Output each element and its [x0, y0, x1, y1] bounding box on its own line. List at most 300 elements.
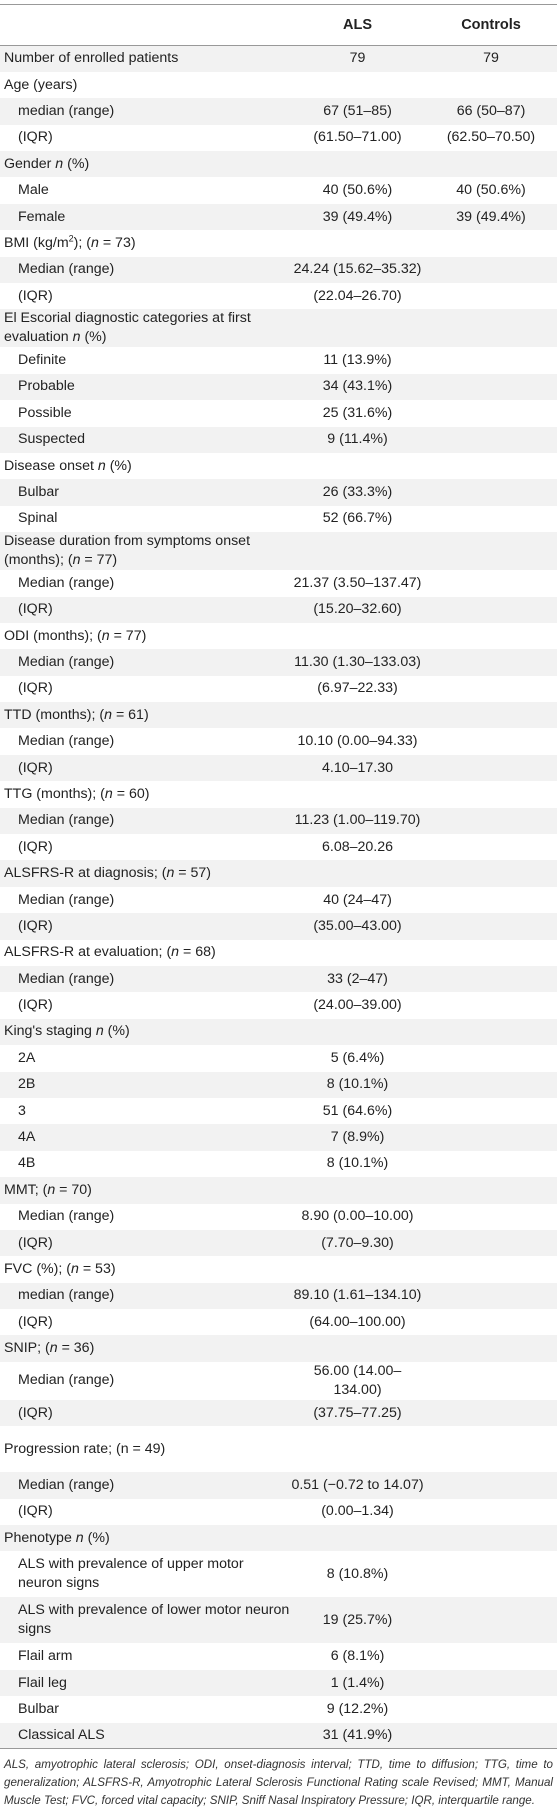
row-label-text: Probable: [18, 378, 75, 395]
row-label-text: (IQR): [18, 601, 53, 618]
controls-value: [425, 834, 557, 860]
row-label: [0, 1177, 290, 1203]
controls-value: [425, 676, 557, 702]
table-row: [0, 649, 557, 675]
row-label-text: (IQR): [18, 838, 53, 855]
row-label: [0, 1723, 290, 1749]
row-label-suffix: (%): [80, 329, 107, 346]
header-empty: [0, 5, 290, 46]
als-value: (64.00–100.00): [309, 1313, 406, 1330]
row-label-text: Disease onset: [4, 457, 98, 474]
controls-value: [425, 570, 557, 596]
row-label: [0, 1045, 290, 1071]
superscript: 2: [68, 233, 74, 244]
table-row: [0, 940, 557, 966]
als-value: 11 (13.9%): [323, 352, 392, 369]
row-label-text: (IQR): [18, 129, 53, 146]
row-label-text: BMI (kg/m: [4, 234, 69, 251]
row-label-text: Phenotype: [4, 1529, 76, 1546]
row-label-text: 2B: [18, 1076, 36, 1093]
italic-n: n: [49, 1340, 58, 1357]
italic-n: n: [72, 552, 81, 569]
als-value: [290, 453, 425, 479]
row-label: [0, 755, 290, 781]
row-label-text: Disease duration from symptoms onset (months); (: [4, 533, 251, 569]
row-label-text: Age (years): [4, 76, 78, 93]
table-row: [0, 98, 557, 124]
row-label-text: Progression rate; (n = 49): [4, 1440, 166, 1457]
row-label: [0, 1400, 290, 1426]
row-label: [0, 940, 290, 966]
table-row: [0, 151, 557, 177]
table-row: [0, 1256, 557, 1282]
row-label: [0, 702, 290, 728]
row-label-text: (IQR): [18, 1404, 53, 1421]
row-label-text: Classical ALS: [18, 1727, 105, 1744]
controls-value: [425, 1256, 557, 1282]
table-row: [0, 1335, 557, 1361]
table-row: [0, 1309, 557, 1335]
row-label: [0, 1643, 290, 1669]
row-label-suffix: = 57): [174, 865, 212, 882]
controls-value: [425, 283, 557, 309]
table-row: [0, 427, 557, 453]
als-value: 8.90 (0.00–10.00): [301, 1208, 414, 1225]
row-label-text: (IQR): [18, 1503, 53, 1520]
controls-value: [425, 781, 557, 807]
table-row: [0, 1472, 557, 1498]
italic-n: n: [72, 329, 81, 346]
table-row: [0, 992, 557, 1018]
table-row: [0, 46, 557, 72]
controls-value: [425, 1177, 557, 1203]
row-label: [0, 992, 290, 1018]
row-label-suffix: = 70): [55, 1181, 92, 1198]
als-value: 34 (43.1%): [322, 378, 393, 395]
als-value: 4.10–17.30: [321, 759, 393, 776]
row-label: [0, 46, 290, 72]
italic-n: n: [91, 234, 99, 251]
controls-value: [425, 940, 557, 966]
row-label-text: ODI (months); (: [4, 627, 102, 644]
row-label: [0, 1230, 290, 1256]
als-value: 6.08–20.26: [321, 838, 393, 855]
table-row: [0, 887, 557, 913]
als-value: 11.30 (1.30–133.03): [294, 654, 421, 670]
table-header-row: [0, 5, 557, 46]
row-label: [0, 98, 290, 124]
als-value: 0.51 (−0.72 to 14.07): [291, 1476, 424, 1493]
italic-n: n: [95, 1023, 104, 1040]
table-row: [0, 479, 557, 505]
als-value: [290, 1335, 425, 1361]
italic-n: n: [97, 457, 106, 474]
row-label-text: Number of enrolled patients: [4, 50, 179, 67]
row-label-text: (IQR): [18, 1234, 53, 1251]
row-label-text: Median (range): [18, 812, 115, 829]
row-label-text: Male: [18, 182, 49, 199]
table-row: [0, 755, 557, 781]
controls-value: 79: [483, 50, 499, 67]
als-value: [290, 309, 425, 347]
als-value: 7 (8.9%): [330, 1129, 385, 1146]
als-value: 89.10 (1.61–134.10): [293, 1287, 422, 1304]
row-label-suffix: ); (: [73, 234, 91, 251]
als-value: 10.10 (0.00–94.33): [297, 733, 418, 750]
row-label-text: Bulbar: [18, 1700, 60, 1717]
row-label: [0, 1283, 290, 1309]
italic-n: n: [166, 865, 175, 882]
row-label-suffix: = 73): [98, 234, 136, 251]
row-label-text: Median (range): [18, 261, 115, 278]
row-label-text: median (range): [18, 102, 115, 119]
als-value: 9 (11.4%): [327, 431, 388, 448]
row-label: [0, 913, 290, 939]
row-label-suffix: = 36): [57, 1340, 95, 1357]
table-row: [0, 347, 557, 373]
row-label: [0, 1472, 290, 1498]
row-label-text: Median (range): [18, 1208, 115, 1225]
row-label-text: Possible: [18, 404, 72, 421]
row-label: [0, 887, 290, 913]
table-row: [0, 125, 557, 151]
table-row: [0, 1723, 557, 1749]
controls-value: [425, 1151, 557, 1177]
table-row: [0, 230, 557, 256]
table-row: [0, 1098, 557, 1124]
characteristics-table: [0, 4, 557, 1749]
row-label-text: Flail arm: [18, 1648, 73, 1665]
controls-value: [425, 860, 557, 886]
table-row: [0, 1045, 557, 1071]
table-row: [0, 1525, 557, 1551]
als-value: (7.70–9.30): [321, 1234, 394, 1251]
row-label-text: FVC (%); (: [4, 1260, 71, 1277]
table-row: [0, 204, 557, 230]
table-row: [0, 374, 557, 400]
row-label-text: ALS with prevalence of lower motor neuron signs: [18, 1602, 290, 1638]
controls-value: [425, 427, 557, 453]
controls-value: 66 (50–87): [456, 102, 526, 119]
table-row: [0, 781, 557, 807]
row-label-text: Median (range): [18, 891, 115, 908]
controls-value: [425, 347, 557, 373]
table-row: [0, 1643, 557, 1669]
table-body: [0, 46, 557, 1749]
row-label-text: (IQR): [18, 759, 53, 776]
row-label-suffix: (%): [103, 1023, 130, 1040]
controls-value: [425, 1019, 557, 1045]
controls-value: 39 (49.4%): [456, 208, 526, 225]
table-row: [0, 1230, 557, 1256]
controls-value: [425, 257, 557, 283]
table-row: [0, 623, 557, 649]
als-value: 33 (2–47): [327, 970, 388, 987]
row-label: [0, 347, 290, 373]
row-label-text: King's staging: [4, 1023, 96, 1040]
controls-value: [425, 1230, 557, 1256]
row-label-text: Median (range): [18, 970, 115, 987]
row-label-text: (IQR): [18, 1313, 53, 1330]
table-row: [0, 257, 557, 283]
table-row: [0, 309, 557, 347]
row-label: [0, 125, 290, 151]
italic-n: n: [104, 785, 113, 802]
als-value: 1 (1.4%): [330, 1674, 385, 1691]
controls-value: [425, 1723, 557, 1749]
row-label: [0, 966, 290, 992]
italic-n: n: [104, 706, 112, 723]
row-label-text: ALSFRS-R at evaluation; (: [4, 944, 172, 961]
row-label: [0, 151, 290, 177]
als-value: 8 (10.1%): [326, 1076, 389, 1093]
table-row: [0, 1177, 557, 1203]
row-label-text: (IQR): [18, 680, 53, 697]
row-label: [0, 1525, 290, 1551]
table-row: [0, 1696, 557, 1722]
table-row: [0, 570, 557, 596]
als-value: 26 (33.3%): [322, 484, 393, 501]
als-value: [290, 72, 425, 98]
row-label-text: Median (range): [18, 654, 115, 670]
controls-value: [425, 992, 557, 1018]
italic-n: n: [75, 1529, 84, 1546]
row-label-text: (IQR): [18, 287, 53, 304]
controls-value: [425, 1643, 557, 1669]
row-label-suffix: = 53): [78, 1260, 116, 1277]
als-value: 51 (64.6%): [322, 1102, 393, 1119]
als-value: 40 (24–47): [323, 891, 392, 908]
row-label: [0, 860, 290, 886]
als-value: [290, 1426, 425, 1472]
row-label-text: TTG (months); (: [4, 785, 105, 802]
controls-value: [425, 623, 557, 649]
controls-value: [425, 913, 557, 939]
row-label: [0, 834, 290, 860]
controls-value: [425, 1551, 557, 1597]
table-row: [0, 597, 557, 623]
row-label: [0, 597, 290, 623]
controls-value: [425, 453, 557, 479]
row-label: [0, 230, 290, 256]
als-value: [290, 1177, 425, 1203]
row-label: [0, 1124, 290, 1150]
als-value: (6.97–22.33): [317, 680, 398, 697]
row-label: [0, 374, 290, 400]
controls-value: [425, 1426, 557, 1472]
table-row: [0, 702, 557, 728]
controls-value: [425, 755, 557, 781]
row-label: [0, 204, 290, 230]
row-label-text: (IQR): [18, 997, 53, 1014]
row-label: [0, 1499, 290, 1525]
table-row: [0, 913, 557, 939]
table-row: [0, 72, 557, 98]
row-label: [0, 1362, 290, 1400]
als-value: [290, 532, 425, 570]
controls-value: [425, 808, 557, 834]
controls-value: [425, 1124, 557, 1150]
als-value: [290, 702, 425, 728]
row-label-text: ALS with prevalence of upper motor neuron signs: [18, 1556, 244, 1592]
controls-value: [425, 597, 557, 623]
als-value: 9 (12.2%): [326, 1700, 389, 1717]
controls-value: [425, 506, 557, 532]
controls-value: [425, 1499, 557, 1525]
table-row: [0, 453, 557, 479]
row-label: [0, 1551, 290, 1597]
als-value: 39 (49.4%): [322, 208, 393, 225]
row-label-text: Spinal: [18, 510, 58, 527]
als-value: [290, 151, 425, 177]
row-label: [0, 453, 290, 479]
controls-value: [425, 1098, 557, 1124]
row-label-text: (IQR): [18, 917, 53, 934]
row-label: [0, 283, 290, 309]
als-value: (35.00–43.00): [313, 917, 402, 934]
table-row: [0, 1283, 557, 1309]
row-label-text: Female: [18, 208, 66, 225]
row-label: [0, 570, 290, 596]
table-row: [0, 532, 557, 570]
als-value: 21.37 (3.50–137.47): [293, 574, 422, 591]
italic-n: n: [171, 944, 180, 961]
controls-value: [425, 887, 557, 913]
row-label: [0, 1597, 290, 1643]
table-row: [0, 1597, 557, 1643]
als-value: [290, 860, 425, 886]
controls-value: [425, 1045, 557, 1071]
als-value: 8 (10.8%): [326, 1565, 389, 1582]
als-value: 19 (25.7%): [322, 1611, 393, 1628]
row-label-text: Definite: [18, 352, 67, 369]
als-value: 31 (41.9%): [290, 1723, 425, 1749]
table-row: [0, 1204, 557, 1230]
row-label-suffix: = 68): [179, 944, 216, 961]
als-value: [290, 1256, 425, 1282]
controls-value: [425, 1309, 557, 1335]
row-label-text: Flail leg: [18, 1674, 67, 1691]
als-value: 11.23 (1.00–119.70): [294, 812, 421, 829]
table-row: [0, 1426, 557, 1472]
row-label-text: Median (range): [18, 1476, 115, 1493]
controls-value: [425, 72, 557, 98]
table-row: [0, 1072, 557, 1098]
row-label: [0, 1426, 290, 1472]
row-label: [0, 1019, 290, 1045]
row-label-suffix: = 60): [112, 785, 150, 802]
als-value: [290, 1019, 425, 1045]
controls-value: [425, 728, 557, 754]
header-controls: Controls: [425, 5, 557, 46]
row-label-text: Suspected: [18, 431, 86, 448]
table-row: [0, 728, 557, 754]
controls-value: [425, 532, 557, 570]
als-value: 56.00 (14.00–134.00): [313, 1362, 402, 1398]
row-label-text: El Escorial diagnostic categories at first evaluation: [4, 310, 251, 346]
table-row: [0, 1551, 557, 1597]
row-label-text: 4B: [18, 1155, 36, 1172]
controls-value: [425, 309, 557, 347]
row-label: [0, 1072, 290, 1098]
als-value: 79: [349, 50, 366, 67]
table-row: [0, 860, 557, 886]
row-label: [0, 400, 290, 426]
als-value: 52 (66.7%): [322, 510, 393, 527]
table-row: [0, 1019, 557, 1045]
table-row: [0, 400, 557, 426]
row-label: [0, 177, 290, 203]
als-value: (61.50–71.00): [313, 129, 402, 146]
als-value: 67 (51–85): [323, 102, 392, 119]
als-value: (22.04–26.70): [313, 287, 402, 304]
row-label-suffix: (%): [105, 457, 132, 474]
als-value: (37.75–77.25): [313, 1404, 402, 1421]
als-value: [290, 623, 425, 649]
row-label-suffix: = 77): [80, 552, 118, 569]
table-row: [0, 1362, 557, 1400]
als-value: (0.00–1.34): [321, 1503, 394, 1520]
table-row: [0, 966, 557, 992]
als-value: [290, 940, 425, 966]
row-label-text: Median (range): [18, 1372, 115, 1389]
als-value: (15.20–32.60): [313, 601, 402, 618]
row-label: [0, 309, 290, 347]
table-row: [0, 177, 557, 203]
row-label-text: TTD (months); (: [4, 706, 105, 723]
row-label-suffix: = 61): [112, 706, 149, 723]
table-footnote: ALS, amyotrophic lateral sclerosis; ODI, onset-diagnosis interval; TTD, time to diffusion; TTG, time to generalization; ALSFRS-R, Amyotrophic Lateral Sclerosis Functional Rating scale Revised; MMT, Manual Muscle Test; FVC, forced vital capacity; SNIP, Sniff Nasal Inspiratory Pressure; IQR, interquartile range.: [4, 1758, 553, 1808]
table-row: [0, 808, 557, 834]
als-value: [290, 781, 425, 807]
row-label-text: median (range): [18, 1287, 115, 1304]
row-label-suffix: (%): [63, 155, 90, 172]
controls-value: [425, 151, 557, 177]
row-label: [0, 1309, 290, 1335]
table-row: [0, 1124, 557, 1150]
controls-value: [425, 702, 557, 728]
als-value: [290, 1525, 425, 1551]
controls-value: [425, 1525, 557, 1551]
table-row: [0, 1151, 557, 1177]
row-label-text: ALSFRS-R at diagnosis; (: [4, 865, 167, 882]
table-row: [0, 506, 557, 532]
controls-value: [425, 1696, 557, 1722]
controls-value: [425, 1335, 557, 1361]
controls-value: [425, 649, 557, 675]
header-als: ALS: [290, 5, 425, 46]
row-label-suffix: (%): [83, 1529, 110, 1546]
row-label: [0, 506, 290, 532]
controls-value: [425, 966, 557, 992]
controls-value: [425, 479, 557, 505]
row-label: [0, 1151, 290, 1177]
als-value: 6 (8.1%): [330, 1648, 385, 1665]
italic-n: n: [71, 1260, 79, 1277]
controls-value: [425, 1670, 557, 1696]
row-label: [0, 72, 290, 98]
row-label: [0, 1696, 290, 1722]
controls-value: [425, 1400, 557, 1426]
row-label: [0, 649, 290, 675]
table-row: [0, 1670, 557, 1696]
row-label: [0, 676, 290, 702]
row-label: [0, 1335, 290, 1361]
als-value: 25 (31.6%): [322, 404, 393, 421]
row-label: [0, 728, 290, 754]
als-value: 40 (50.6%): [322, 182, 393, 199]
controls-value: 40 (50.6%): [456, 182, 526, 199]
